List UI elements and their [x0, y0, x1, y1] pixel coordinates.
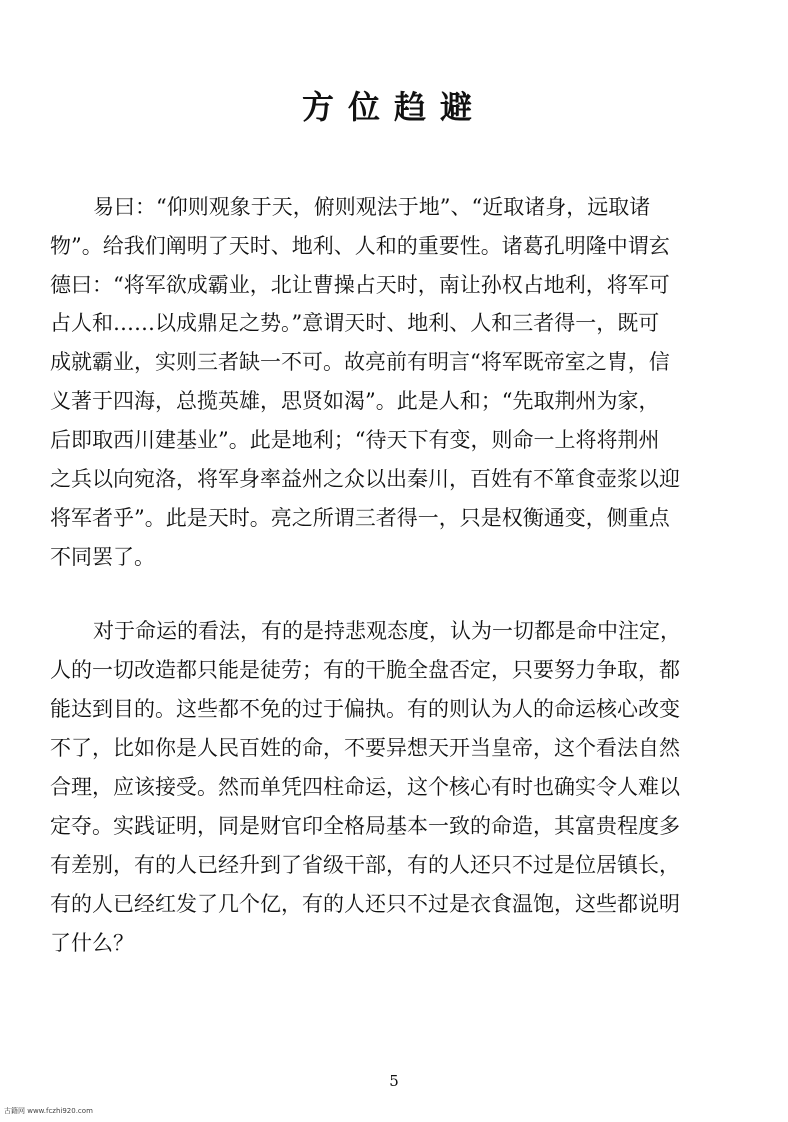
page-title: 方位趋避	[301, 88, 486, 126]
text-line: 对于命运的看法，有的是持悲观态度，认为一切都是命中注定，	[93, 619, 681, 643]
text-line: 有差别，有的人已经升到了省级干部，有的人还只不过是位居镇长，	[50, 853, 680, 877]
text-line: 了什么？	[50, 931, 134, 955]
text-line: 后即取西川建基业”。此是地利；“待天下有变，则命一上将将荆州	[50, 428, 660, 452]
text-line: 不了，比如你是人民百姓的命，不要异想天开当皇帝，这个看法自然	[50, 736, 680, 760]
watermark: 古籍网 www.fczhi920.com	[4, 1107, 93, 1115]
text-line: 义著于四海，总揽英雄，思贤如渴”。此是人和；“先取荆州为家，	[50, 389, 660, 413]
page-number: 5	[389, 1072, 399, 1090]
text-line: 能达到目的。这些都不免的过于偏执。有的则认为人的命运核心改变	[50, 697, 680, 721]
text-line: 定夺。实践证明，同是财官印全格局基本一致的命造，其富贵程度多	[50, 814, 680, 838]
text-line: 德曰：“将军欲成霸业，北让曹操占天时，南让孙权占地利，将军可	[50, 273, 670, 297]
text-line: 合理，应该接受。然而单凭四柱命运，这个核心有时也确实令人难以	[50, 775, 680, 799]
text-line: 占人和……以成鼎足之势。”意谓天时、地利、人和三者得一，既可	[50, 311, 660, 335]
text-line: 有的人已经红发了几个亿，有的人还只不过是衣食温饱，这些都说明	[50, 892, 680, 916]
text-line: 物”。给我们阐明了天时、地利、人和的重要性。诸葛孔明隆中谓玄	[50, 234, 670, 258]
text-line: 不同罢了。	[50, 545, 155, 569]
text-line: 易曰：“仰则观象于天，俯则观法于地”、“近取诸身，远取诸	[93, 195, 651, 219]
text-line: 将军者乎”。此是天时。亮之所谓三者得一，只是权衡通变，侧重点	[50, 506, 670, 530]
text-line: 之兵以向宛洛，将军身率益州之众以出秦川，百姓有不箪食壶浆以迎	[50, 467, 680, 491]
text-line: 人的一切改造都只能是徒劳；有的干脆全盘否定，只要努力争取，都	[50, 658, 680, 682]
text-line: 成就霸业，实则三者缺一不可。故亮前有明言“将军既帝室之胄，信	[50, 350, 670, 374]
